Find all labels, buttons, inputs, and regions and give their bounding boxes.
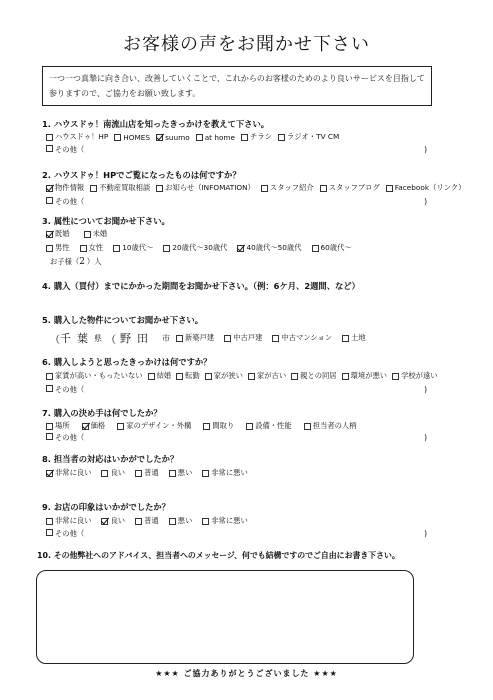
q3-gender-age-item-2[interactable] [113, 243, 153, 253]
option-label: 未婚 [92, 229, 108, 238]
option-label: 家が狭い [213, 371, 243, 380]
q1-other-close: ) [424, 145, 428, 154]
q8-options-item-1[interactable] [101, 468, 125, 478]
checkbox[interactable] [114, 134, 121, 141]
q7-options [46, 421, 369, 431]
checkbox[interactable] [342, 335, 349, 342]
option-label: 中古戸建 [233, 333, 263, 342]
option-label: 転勤 [185, 371, 200, 380]
checkbox[interactable] [117, 423, 124, 430]
q7-other-label: その他（ [55, 433, 85, 442]
checkbox[interactable] [46, 134, 53, 141]
q7-label: 7. 購入の決め手は何でしたか？ [42, 408, 162, 418]
option-label: 悪い [177, 516, 193, 525]
checkbox[interactable] [46, 245, 53, 252]
checkbox[interactable] [205, 373, 212, 380]
q7-options-item-1[interactable] [82, 421, 106, 431]
option-label: スタッフ紹介 [269, 183, 314, 192]
checkbox[interactable] [196, 134, 203, 141]
option-label: 担当者の人柄 [312, 421, 357, 430]
q5-types [176, 333, 376, 343]
option-label: 価格 [90, 421, 106, 430]
option-label: 10歳代〜 [122, 243, 154, 252]
option-label: 新築戸建 [185, 333, 215, 342]
option-label: 家のデザイン・外構 [126, 421, 192, 430]
q6-options-item-1[interactable] [148, 371, 172, 381]
checkbox[interactable] [148, 373, 155, 380]
q2-options [46, 183, 471, 193]
q1-options-item-0[interactable] [46, 132, 108, 142]
checkbox[interactable] [312, 245, 319, 252]
q5-pref-suffix: 県 [94, 333, 102, 343]
q5-types-item-0[interactable] [176, 333, 214, 343]
option-label: 場所 [55, 421, 70, 430]
q1-options-item-4[interactable] [241, 132, 272, 142]
checkbox[interactable] [386, 185, 393, 192]
checkbox[interactable] [169, 470, 176, 477]
q10-label: 10. その他弊社へのアドバイス、担当者へのメッセージ、何でも結構ですのでご自由にお書き下さい。 [37, 551, 400, 560]
q2-label: 2. ハウスドゥ！HPでご覧になったものは何ですか？ [42, 170, 241, 180]
q9-options-item-4[interactable] [202, 516, 247, 526]
option-label: suumo [165, 132, 190, 142]
checkbox-checked[interactable] [46, 185, 53, 192]
q9-other [46, 529, 84, 539]
q7-options-item-4[interactable] [246, 421, 291, 431]
checkbox[interactable] [278, 134, 285, 141]
option-label: 普通 [144, 516, 159, 525]
q7-options-item-0[interactable] [46, 421, 70, 431]
q9-options-item-3[interactable] [169, 516, 193, 526]
checkbox[interactable] [246, 423, 253, 430]
q8-options-item-2[interactable] [135, 468, 159, 478]
q6-other [46, 385, 84, 395]
q3-children [50, 257, 102, 267]
q9-other-close: ) [424, 529, 428, 538]
q6-options-item-7[interactable] [392, 371, 437, 381]
q3-marital [46, 229, 121, 239]
q6-other-close: ) [424, 385, 428, 394]
checkbox[interactable] [169, 518, 176, 525]
q3-marital-item-0[interactable] [46, 229, 70, 239]
option-label: 家賃が高い・もったいない [55, 371, 143, 380]
q9-label: 9. お店の印象はいかがでしたか？ [42, 502, 170, 512]
q1-options [46, 132, 345, 142]
q8-options-item-0[interactable] [46, 468, 91, 478]
checkbox[interactable] [84, 231, 91, 238]
q9-options-item-0[interactable] [46, 516, 91, 526]
option-label: 結婚 [156, 371, 172, 380]
q6-options-item-0[interactable] [46, 371, 143, 381]
option-label: Facebook（リンク） [394, 183, 466, 192]
q2-other [46, 197, 84, 207]
checkbox-checked[interactable] [82, 423, 89, 430]
q5-pref-value[interactable]: 千葉 [60, 332, 94, 345]
option-label: 60歳代〜 [320, 243, 352, 252]
option-label: 女性 [88, 243, 104, 252]
checkbox-checked[interactable] [101, 518, 108, 525]
option-label: 環境が悪い [350, 371, 388, 380]
option-label: 間取り [212, 421, 235, 430]
q1-options-item-1[interactable] [114, 133, 150, 142]
q3-children-value[interactable]: 2 [79, 257, 87, 267]
q6-options-item-4[interactable] [248, 371, 286, 381]
checkbox-checked[interactable] [46, 231, 53, 238]
intro-box [42, 66, 432, 106]
option-label: チラシ [250, 132, 272, 141]
q6-label: 6. 購入しようと思ったきっかけは何ですか？ [42, 357, 212, 367]
q6-other-label: その他（ [55, 385, 85, 394]
q3-children-suffix: ）人 [86, 257, 102, 266]
q5-types-item-2[interactable] [272, 333, 332, 343]
option-label: 普通 [144, 468, 159, 477]
checkbox[interactable] [113, 245, 120, 252]
q1-other-checkbox[interactable] [46, 145, 53, 152]
q6-options-item-6[interactable] [342, 371, 387, 381]
option-label: 設備・性能 [255, 421, 292, 430]
q5-types-item-3[interactable] [342, 333, 366, 343]
q4-label: 4. 購入（買付）までにかかった期間をお聞かせ下さい。（例：6ケ月、2週間、など） [42, 281, 360, 291]
checkbox[interactable] [46, 373, 53, 380]
checkbox[interactable] [80, 245, 87, 252]
option-label: 親との同居 [300, 371, 337, 380]
q3-gender-age-item-3[interactable] [163, 243, 227, 253]
option-label: 既婚 [55, 229, 70, 238]
q5-types-item-1[interactable] [224, 333, 262, 343]
q7-options-item-2[interactable] [117, 421, 191, 431]
checkbox[interactable] [46, 423, 53, 430]
option-label: 20歳代〜30歳代 [172, 243, 228, 252]
q2-options-item-0[interactable] [46, 183, 84, 193]
option-label: ハウスドゥ！HP [55, 132, 109, 141]
checkbox[interactable] [342, 373, 349, 380]
q9-options [46, 516, 258, 526]
checkbox[interactable] [203, 423, 210, 430]
option-label: ラジオ・TV CM [286, 132, 340, 141]
q3-gender-age-item-1[interactable] [80, 243, 104, 253]
q3-gender-age-item-0[interactable] [46, 243, 70, 253]
footer-thanks: ★★★ ご協力ありがとうございました ★★★ [155, 669, 338, 678]
checkbox[interactable] [241, 134, 248, 141]
q2-options-item-3[interactable] [261, 183, 314, 193]
q7-other [46, 433, 84, 443]
form-title: お客様の声をお聞かせ下さい [123, 34, 370, 55]
q5-city-value[interactable]: 野田 [120, 332, 154, 345]
q2-other-close: ) [424, 197, 428, 206]
option-label: 非常に良い [55, 468, 92, 477]
q6-options-item-3[interactable] [205, 371, 243, 381]
q9-options-item-2[interactable] [135, 516, 159, 526]
q1-label: 1. ハウスドゥ！南流山店を知ったきっかけを教えて下さい。 [42, 119, 270, 129]
checkbox-checked[interactable] [46, 470, 53, 477]
comment-box[interactable] [36, 570, 414, 664]
option-label: お知らせ（INFOMATION） [165, 183, 255, 192]
q2-other-label: その他（ [55, 197, 85, 206]
checkbox[interactable] [101, 470, 108, 477]
q2-options-item-5[interactable] [386, 183, 466, 193]
checkbox[interactable] [291, 373, 298, 380]
option-label: スタッフブログ [328, 183, 380, 192]
q2-options-item-4[interactable] [320, 183, 380, 193]
q1-options-item-5[interactable] [278, 132, 339, 142]
q8-options-item-3[interactable] [169, 468, 193, 478]
q7-options-item-3[interactable] [203, 421, 234, 431]
q3-children-prefix: お子様（ [50, 257, 80, 266]
checkbox[interactable] [248, 373, 255, 380]
option-label: 学校が遠い [401, 371, 438, 380]
checkbox[interactable] [156, 185, 163, 192]
option-label: 家が古い [256, 371, 287, 380]
checkbox[interactable] [202, 518, 209, 525]
q1-options-item-2[interactable] [156, 133, 190, 142]
checkbox[interactable] [224, 335, 231, 342]
checkbox[interactable] [135, 518, 142, 525]
option-label: 不動産買取相談 [99, 183, 151, 192]
option-label: HOMES [123, 132, 151, 142]
q6-options [46, 371, 443, 381]
option-label: 土地 [351, 333, 366, 342]
checkbox[interactable] [320, 185, 327, 192]
q3-gender-age-item-5[interactable] [312, 243, 352, 253]
option-label: 非常に悪い [211, 468, 248, 477]
q5-city-suffix: 市 [162, 333, 170, 343]
q1-options-item-3[interactable] [196, 133, 235, 142]
option-label: 良い [110, 516, 126, 525]
q5-city-open: （ [106, 334, 116, 346]
q8-label: 8. 担当者の対応はいかがでしたか？ [42, 454, 179, 464]
checkbox[interactable] [163, 245, 170, 252]
option-label: 男性 [55, 243, 70, 252]
q3-gender-age-item-4[interactable] [237, 243, 301, 253]
q1-other [46, 145, 84, 155]
option-label: 中古マンション [281, 333, 333, 342]
checkbox[interactable] [261, 185, 268, 192]
q2-options-item-1[interactable] [90, 183, 150, 193]
q3-gender-age [46, 243, 362, 253]
q7-other-checkbox[interactable] [46, 433, 53, 440]
intro-text: 一つ一つ真摯に向き合い、改善していくことで、これからのお客様のためのより良いサービスを目指して参りますので、ご協力をお願い致します。 [49, 74, 425, 98]
q3-label: 3. 属性についてお聞かせ下さい。 [42, 216, 170, 226]
q6-options-item-5[interactable] [291, 371, 336, 381]
q2-other-checkbox[interactable] [46, 197, 53, 204]
option-label: 良い [110, 468, 126, 477]
q5-pref-open: （ [50, 334, 60, 346]
q9-options-item-1[interactable] [101, 516, 125, 526]
q2-options-item-2[interactable] [156, 183, 255, 193]
q7-options-item-5[interactable] [304, 421, 357, 431]
q7-other-close: ) [424, 433, 428, 442]
checkbox[interactable] [176, 373, 183, 380]
checkbox[interactable] [202, 470, 209, 477]
q9-other-label: その他（ [55, 529, 85, 538]
q9-other-checkbox[interactable] [46, 529, 53, 536]
q5-location [50, 330, 376, 346]
option-label: 物件情報 [55, 183, 85, 192]
checkbox-checked[interactable] [237, 245, 244, 252]
option-label: 悪い [177, 468, 193, 477]
q8-options-item-4[interactable] [202, 468, 247, 478]
checkbox[interactable] [392, 373, 399, 380]
option-label: 非常に悪い [211, 516, 248, 525]
q8-options [46, 468, 258, 478]
checkbox[interactable] [90, 185, 97, 192]
q1-other-label: その他（ [55, 145, 85, 154]
q3-marital-item-1[interactable] [84, 229, 108, 239]
checkbox[interactable] [46, 518, 53, 525]
option-label: 40歳代〜50歳代 [246, 243, 302, 252]
option-label: at home [204, 132, 236, 142]
q6-other-checkbox[interactable] [46, 385, 53, 392]
checkbox[interactable] [176, 335, 183, 342]
option-label: 非常に良い [55, 516, 92, 525]
checkbox[interactable] [304, 423, 311, 430]
checkbox[interactable] [135, 470, 142, 477]
checkbox-checked[interactable] [156, 134, 163, 141]
q6-options-item-2[interactable] [176, 371, 200, 381]
checkbox[interactable] [272, 335, 279, 342]
q5-label: 5. 購入した物件についてお聞かせ下さい。 [42, 315, 203, 325]
